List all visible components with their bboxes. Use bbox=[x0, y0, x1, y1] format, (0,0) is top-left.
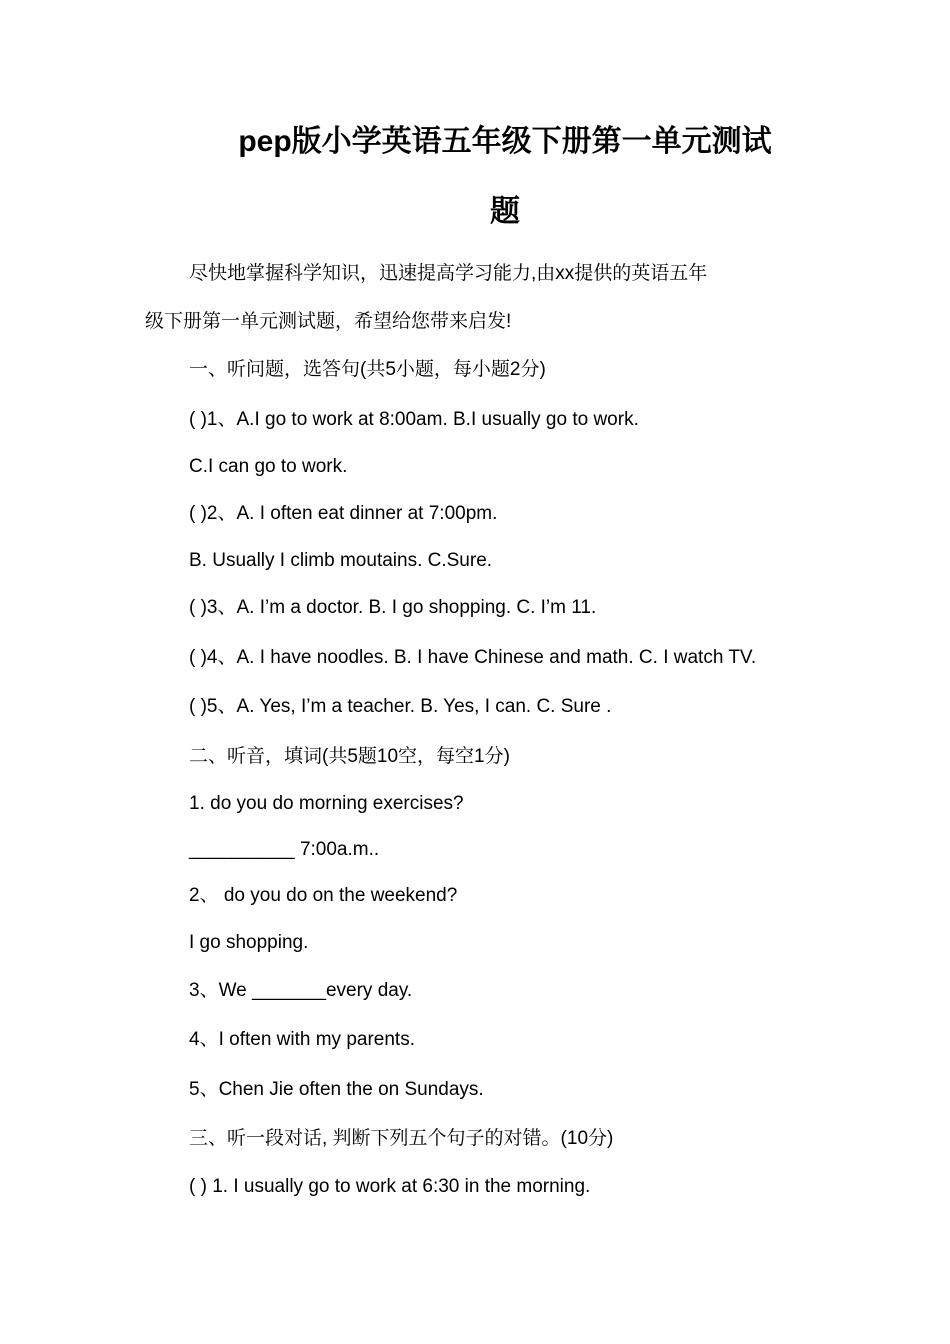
document-title-line-2: 题 bbox=[490, 195, 520, 228]
section-2-heading: 二、听音，填词(共5题10空，每空1分) bbox=[189, 746, 510, 767]
question-2-continued: B. Usually I climb moutains. C.Sure. bbox=[189, 550, 493, 571]
fill-5-line: 5、Chen Jie often the on Sundays. bbox=[189, 1079, 484, 1100]
section-3-heading: 三、听一段对话, 判断下列五个句子的对错。(10分) bbox=[189, 1128, 614, 1149]
intro-line-2: 级下册第一单元测试题，希望给您带来启发! bbox=[145, 311, 512, 332]
fill-4-line: 4、I often with my parents. bbox=[189, 1029, 415, 1050]
judge-1-line: ( ) 1. I usually go to work at 6:30 in the morning. bbox=[189, 1176, 591, 1197]
question-1-line: ( )1、A.I go to work at 8:00am. B.I usually go to work. bbox=[189, 409, 639, 430]
question-4-line: ( )4、A. I have noodles. B. I have Chinese and math. C. I watch TV. bbox=[189, 647, 757, 668]
fill-1-answer: __________ 7:00a.m.. bbox=[189, 839, 380, 860]
intro-line-1: 尽快地掌握科学知识，迅速提高学习能力,由xx提供的英语五年 bbox=[189, 263, 708, 284]
question-1-continued: C.I can go to work. bbox=[189, 456, 348, 477]
question-3-line: ( )3、A. I’m a doctor. B. I go shopping. C. I’m 11. bbox=[189, 597, 597, 618]
question-2-line: ( )2、A. I often eat dinner at 7:00pm. bbox=[189, 503, 498, 524]
fill-2-answer: I go shopping. bbox=[189, 932, 309, 953]
fill-3-line: 3、We _______every day. bbox=[189, 980, 413, 1001]
fill-1-question: 1. do you do morning exercises? bbox=[189, 793, 464, 814]
document-title-line-1: pep版小学英语五年级下册第一单元测试 bbox=[238, 125, 772, 158]
question-5-line: ( )5、A. Yes, I’m a teacher. B. Yes, I can. C. Sure . bbox=[189, 696, 612, 717]
section-1-heading: 一、听问题，选答句(共5小题，每小题2分) bbox=[189, 359, 546, 380]
fill-2-question: 2、 do you do on the weekend? bbox=[189, 885, 458, 906]
